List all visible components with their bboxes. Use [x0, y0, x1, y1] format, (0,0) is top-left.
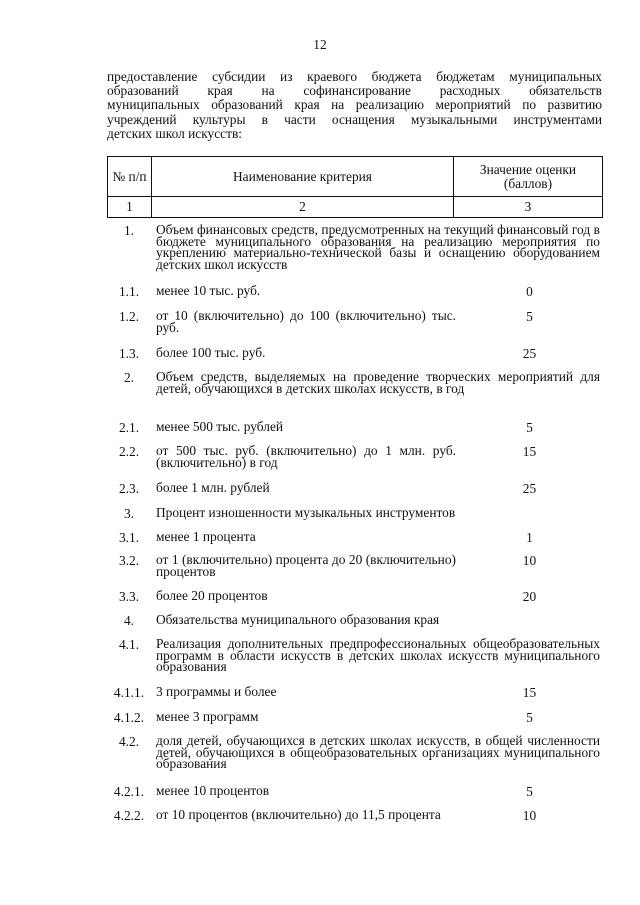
row-name: от 10 (включительно) до 100 (включительно) тыс. руб. [156, 308, 456, 335]
row-name: более 1 млн. рублей [156, 480, 270, 495]
row-number: 1.1. [118, 284, 140, 299]
row-name: Объем средств, выделяемых на проведение творческих мероприятий для детей, обучающихся в детских школах искусств, в год [156, 369, 600, 396]
row-name: Объем финансовых средств, предусмотренных на текущий финансовый год в бюджете муниципального образования на реализацию мероприятия по укреплению материально-технической базы и оснащению оборудованием детских школ искусств [156, 222, 600, 272]
row-name: менее 10 тыс. руб. [156, 283, 261, 298]
intro-line: учреждений культуры в части оснащения музыкальными инструментами [107, 111, 602, 127]
header-row [108, 157, 603, 197]
row-score: 5 [526, 784, 533, 799]
criteria-table-header [107, 156, 603, 218]
row-number: 4.1.2. [113, 710, 145, 725]
row-name: доля детей, обучающихся в детских школах искусств, в общей численности детей, обучающихся в общеобразовательных организациях муниципального образования [156, 733, 600, 771]
row-score: 5 [526, 309, 533, 324]
row-number: 3.3. [118, 589, 140, 604]
row-number: 3.2. [118, 553, 140, 568]
row-score: 15 [522, 444, 537, 459]
column-index-name: 2 [152, 197, 454, 218]
column-index-num: 1 [108, 197, 152, 218]
row-name: Реализация дополнительных предпрофессиональных общеобразовательных программ в области искусств в детских школах искусств муниципального образования [156, 636, 600, 674]
row-number: 4.2. [118, 734, 140, 749]
header-name: Наименование критерия [152, 157, 454, 197]
row-name: от 500 тыс. руб. (включительно) до 1 млн. руб. (включительно) в год [156, 443, 456, 470]
intro-line: муниципальных образований края на реализацию мероприятий по развитию [107, 97, 602, 113]
row-score: 5 [526, 420, 533, 435]
row-number: 1.3. [118, 346, 140, 361]
row-name: Обязательства муниципального образования края [156, 612, 440, 627]
intro-line: детских школ искусств: [107, 125, 243, 141]
row-score: 25 [522, 346, 537, 361]
row-name: менее 10 процентов [156, 783, 270, 798]
column-index-row [108, 197, 603, 218]
row-number: 2.1. [118, 420, 140, 435]
row-number: 4.1. [118, 637, 140, 652]
row-name: от 1 (включительно) процента до 20 (включительно) процентов [156, 552, 456, 579]
intro-line: предоставление субсидии из краевого бюджета бюджетам муниципальных [107, 69, 602, 84]
row-number: 1.2. [118, 309, 140, 324]
row-number: 2.3. [118, 481, 140, 496]
intro-paragraph [107, 70, 602, 141]
row-name: менее 500 тыс. рублей [156, 419, 284, 434]
row-score: 1 [526, 530, 533, 545]
row-score: 10 [522, 553, 537, 568]
row-number: 2. [123, 370, 135, 385]
row-score: 25 [522, 481, 537, 496]
page-number: 12 [313, 37, 327, 52]
row-number: 4.2.1. [113, 784, 145, 799]
column-index-score: 3 [454, 197, 603, 218]
row-number: 1. [123, 223, 135, 238]
header-num: № п/п [108, 157, 152, 197]
row-number: 3. [123, 506, 135, 521]
row-score: 20 [522, 589, 537, 604]
row-name: Процент изношенности музыкальных инструментов [156, 505, 456, 520]
row-number: 4.1.1. [113, 685, 145, 700]
row-number: 4.2.2. [113, 808, 145, 823]
header-score: Значение оценки (баллов) [454, 157, 603, 197]
row-score: 5 [526, 710, 533, 725]
row-number: 2.2. [118, 444, 140, 459]
row-number: 3.1. [118, 530, 140, 545]
row-score: 0 [526, 284, 533, 299]
row-name: более 100 тыс. руб. [156, 345, 266, 360]
row-name: менее 3 программ [156, 709, 259, 724]
row-name: менее 1 процента [156, 529, 256, 544]
row-name: 3 программы и более [156, 684, 277, 699]
row-number: 4. [123, 613, 135, 628]
row-score: 10 [522, 808, 537, 823]
row-name: от 10 процентов (включительно) до 11,5 процента [156, 807, 441, 822]
intro-line: образований края на софинансирование расходных обязательств [107, 83, 602, 99]
row-score: 15 [522, 685, 537, 700]
row-name: более 20 процентов [156, 588, 268, 603]
